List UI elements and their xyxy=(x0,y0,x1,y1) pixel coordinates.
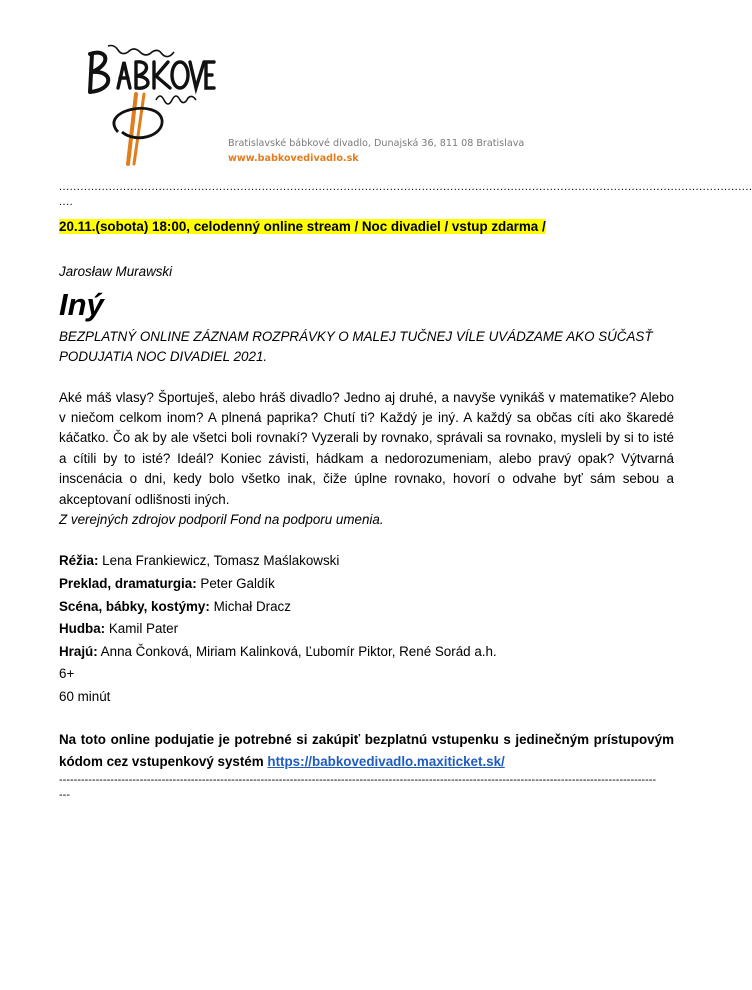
separator-top: ................................................................................................................................................................................................... xyxy=(59,181,752,193)
credit-direction xyxy=(59,550,674,573)
credit-label: Hudba: xyxy=(59,621,106,637)
header-info xyxy=(228,136,524,166)
credit-value: Anna Čonková, Miriam Kalinková, Ľubomír Piktor, René Sorád a.h. xyxy=(97,643,497,659)
event-info: 20.11.(sobota) 18:00, celodenný online stream / Noc divadiel / vstup zdarma / xyxy=(59,219,546,234)
credit-label: Réžia: xyxy=(59,553,99,569)
play-description: Aké máš vlasy? Športuješ, alebo hráš divadlo? Jedno aj druhé, a navyše vynikáš v matematike? Alebo v niečom celkom inom? A plnená paprika? Chutí ti? Každý je iný. A každý sa občas cíti ako škaredé káčatko. Čo ak by ale všetci boli rovnakí? Vyzerali by rovnako, správali sa rovnako, mysleli by si to isté a cítili by to isté? Ideál? Koniec závisti, hádkam a nedorozumeniam, alebo pravý opak? Výtvarná inscenácia o dni, kedy bolo všetko inak, čiže úplne rovnako, hovorí o odvahe byť sám sebou a akceptovaní odlišnosti iných. xyxy=(59,389,674,507)
theatre-logo xyxy=(78,40,218,168)
separator-bottom-tail: --- xyxy=(59,788,70,801)
age-rating: 6+ xyxy=(59,666,75,682)
credit-value: Michał Dracz xyxy=(209,598,291,614)
duration: 60 minút xyxy=(59,689,111,705)
credit-translation xyxy=(59,573,674,596)
separator-top-tail: .... xyxy=(59,196,74,208)
credit-value: Kamil Pater xyxy=(105,621,179,637)
credit-scenery xyxy=(59,596,674,619)
document-body xyxy=(59,180,752,803)
credit-label: Hrajú: xyxy=(59,643,98,659)
ticket-notice xyxy=(59,729,674,773)
play-title: Iný xyxy=(59,286,104,322)
separator-bottom: ------------------------------------------------------------------------------------------------------------------------------------------------------------------- xyxy=(59,773,657,786)
credit-label: Scéna, bábky, kostýmy: xyxy=(59,598,210,614)
credits-list xyxy=(59,550,674,708)
credit-value: Peter Galdík xyxy=(196,576,275,592)
credit-value: Lena Frankiewicz, Tomasz Maślakowski xyxy=(98,553,340,569)
notice-text: Na toto online podujatie je potrebné si zakúpiť bezplatnú vstupenku s jedinečným prístupovým kódom cez vstupenkový systém xyxy=(59,731,674,769)
credit-cast xyxy=(59,641,674,664)
ticket-link[interactable]: https://babkovedivadlo.maxiticket.sk/ xyxy=(267,753,505,769)
credit-label: Preklad, dramaturgia: xyxy=(59,576,197,592)
event-line xyxy=(59,217,674,237)
theatre-address: Bratislavské bábkové divadlo, Dunajská 36, 811 08 Bratislava xyxy=(228,138,525,149)
author: Jarosław Murawski xyxy=(59,264,173,280)
play-subtitle: BEZPLATNÝ ONLINE ZÁZNAM ROZPRÁVKY O MALEJ TUČNEJ VÍLE UVÁDZAME AKO SÚČASŤ PODUJATIA NOC DIVADIEL 2021. xyxy=(59,328,653,365)
theatre-website[interactable]: www.babkovedivadlo.sk xyxy=(228,153,359,164)
credit-music xyxy=(59,618,674,641)
support-note: Z verejných zdrojov podporil Fond na podporu umenia. xyxy=(59,512,384,528)
